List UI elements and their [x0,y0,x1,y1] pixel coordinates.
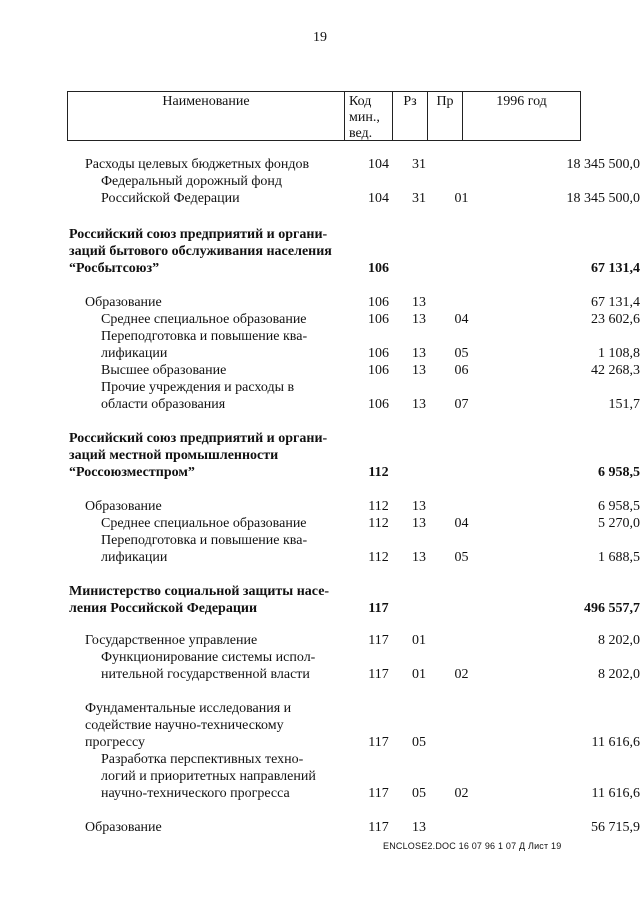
row-kod: 106 [368,397,389,412]
row-name-line: Среднее специальное образование [101,312,307,327]
row-name-line: Высшее образование [101,363,227,378]
table-row [0,156,640,173]
row-name-line: Образование [85,295,162,310]
header-kod-line: вед. [349,126,373,141]
page-number: 19 [313,30,327,45]
row-name-line: заций бытового обслуживания населения [69,244,332,259]
row-kod: 106 [368,312,389,327]
row-pr: 01 [454,191,469,206]
row-rz: 05 [412,735,426,750]
row-name-line: научно-технического прогресса [101,786,290,801]
row-pr: 04 [454,516,469,531]
row-name [67,379,357,413]
row-rz: 13 [412,550,426,565]
row-rz: 05 [412,786,426,801]
table-row [0,311,640,328]
row-name-line: Переподготовка и повышение ква- [101,329,308,344]
row-value: 6 958,5 [598,465,640,480]
row-name [67,173,357,207]
row-rz: 13 [412,346,426,361]
row-rz: 13 [412,312,426,327]
row-rz: 31 [412,191,426,206]
table-row [0,700,640,751]
row-name-line: Федеральный дорожный фонд [101,174,283,189]
table-row [0,294,640,311]
row-pr: 05 [454,550,469,565]
table-row [0,751,640,802]
row-value: 8 202,0 [598,667,640,682]
row-kod: 104 [368,191,389,206]
table-row [0,430,640,481]
row-name [67,532,357,566]
row-name-line: ления Российской Федерации [69,601,258,616]
table-row [0,632,640,649]
row-value: 67 131,4 [591,261,640,276]
row-pr: 06 [454,363,469,378]
header-rz: Рз [393,92,428,140]
row-name [67,294,357,311]
row-name-line: логий и приоритетных направлений [101,769,316,784]
row-rz: 13 [412,295,426,310]
row-kod: 106 [368,363,389,378]
row-rz: 13 [412,397,426,412]
row-name-line: содействие научно-техническому [85,718,284,733]
row-name [67,751,357,802]
row-name-line: нительной государственной власти [101,667,310,682]
header-year: 1996 год [496,94,547,109]
row-name-line: “Росбытсоюз” [69,261,160,276]
row-value: 42 268,3 [591,363,640,378]
row-name-line: Российский союз предприятий и органи- [69,227,328,242]
row-name-line: “Россоюзместпром” [69,465,195,480]
row-value: 496 557,7 [584,601,640,616]
table-row [0,226,640,277]
row-name [67,311,357,328]
row-value: 18 345 500,0 [566,157,640,172]
row-value: 23 602,6 [591,312,640,327]
row-name-line: прогрессу [85,735,146,750]
row-value: 11 616,6 [591,735,640,750]
row-value: 5 270,0 [598,516,640,531]
row-value: 6 958,5 [598,499,640,514]
table-body [0,156,640,836]
row-rz: 13 [412,516,426,531]
row-kod: 112 [368,465,389,480]
row-name-line: Переподготовка и повышение ква- [101,533,308,548]
row-name [67,328,357,362]
header-kod-line: Код [349,94,372,109]
row-name [67,583,357,617]
row-rz: 01 [412,667,426,682]
row-value: 151,7 [608,397,640,412]
row-name [67,226,357,277]
table-row [0,173,640,207]
row-name [67,498,357,515]
row-kod: 117 [368,735,389,750]
table-row [0,362,640,379]
table-row [0,328,640,362]
row-kod: 104 [368,157,389,172]
row-name [67,649,357,683]
header-pr: Пр [428,92,463,140]
table-header [67,91,581,141]
row-value: 18 345 500,0 [566,191,640,206]
header-name: Наименование [68,92,345,140]
row-kod: 106 [368,346,389,361]
row-rz: 31 [412,157,426,172]
row-kod: 112 [368,516,389,531]
table-row [0,583,640,617]
row-name-line: Функционирование системы испол- [101,650,316,665]
row-value: 8 202,0 [598,633,640,648]
row-kod: 106 [368,261,389,276]
row-kod: 117 [368,820,389,835]
row-name-line: Министерство социальной защиты насе- [69,584,330,599]
row-name-line: Образование [85,820,162,835]
row-name-line: Среднее специальное образование [101,516,307,531]
row-kod: 117 [368,786,389,801]
table-row [0,532,640,566]
row-value: 56 715,9 [591,820,640,835]
row-name-line: лификации [101,550,168,565]
row-name-line: Российский союз предприятий и органи- [69,431,328,446]
row-value: 1 108,8 [598,346,640,361]
row-name-line: Образование [85,499,162,514]
row-rz: 13 [412,820,426,835]
row-name-line: Государственное управление [85,633,258,648]
row-name [67,700,357,751]
row-pr: 05 [454,346,469,361]
row-name-line: Фундаментальные исследования и [85,701,292,716]
table-row [0,649,640,683]
row-name-line: области образования [101,397,226,412]
row-value: 67 131,4 [591,295,640,310]
row-name-line: Российской Федерации [101,191,240,206]
row-name-line: Разработка перспективных техно- [101,752,304,767]
row-rz: 13 [412,363,426,378]
table-row [0,498,640,515]
row-rz: 13 [412,499,426,514]
row-rz: 01 [412,633,426,648]
header-kod [345,92,393,140]
row-kod: 112 [368,499,389,514]
row-pr: 04 [454,312,469,327]
row-name [67,362,357,379]
row-pr: 07 [454,397,469,412]
row-value: 1 688,5 [598,550,640,565]
row-name-line: лификации [101,346,168,361]
row-name [67,819,357,836]
row-kod: 117 [368,633,389,648]
row-pr: 02 [454,667,469,682]
row-name [67,156,357,173]
row-name-line: Прочие учреждения и расходы в [101,380,295,395]
row-name [67,515,357,532]
row-pr: 02 [454,786,469,801]
header-kod-line: мин., [349,110,380,125]
row-name-line: Расходы целевых бюджетных фондов [85,157,310,172]
row-name-line: заций местной промышленности [69,448,279,463]
table-row [0,379,640,413]
row-value: 11 616,6 [591,786,640,801]
row-kod: 112 [368,550,389,565]
table-row [0,819,640,836]
row-kod: 117 [368,667,389,682]
footer-doc-info: ENCLOSE2.DOC 16 07 96 1 07 Д Лист 19 [383,841,562,851]
row-kod: 106 [368,295,389,310]
table-row [0,515,640,532]
row-name [67,632,357,649]
row-name [67,430,357,481]
row-kod: 117 [368,601,389,616]
